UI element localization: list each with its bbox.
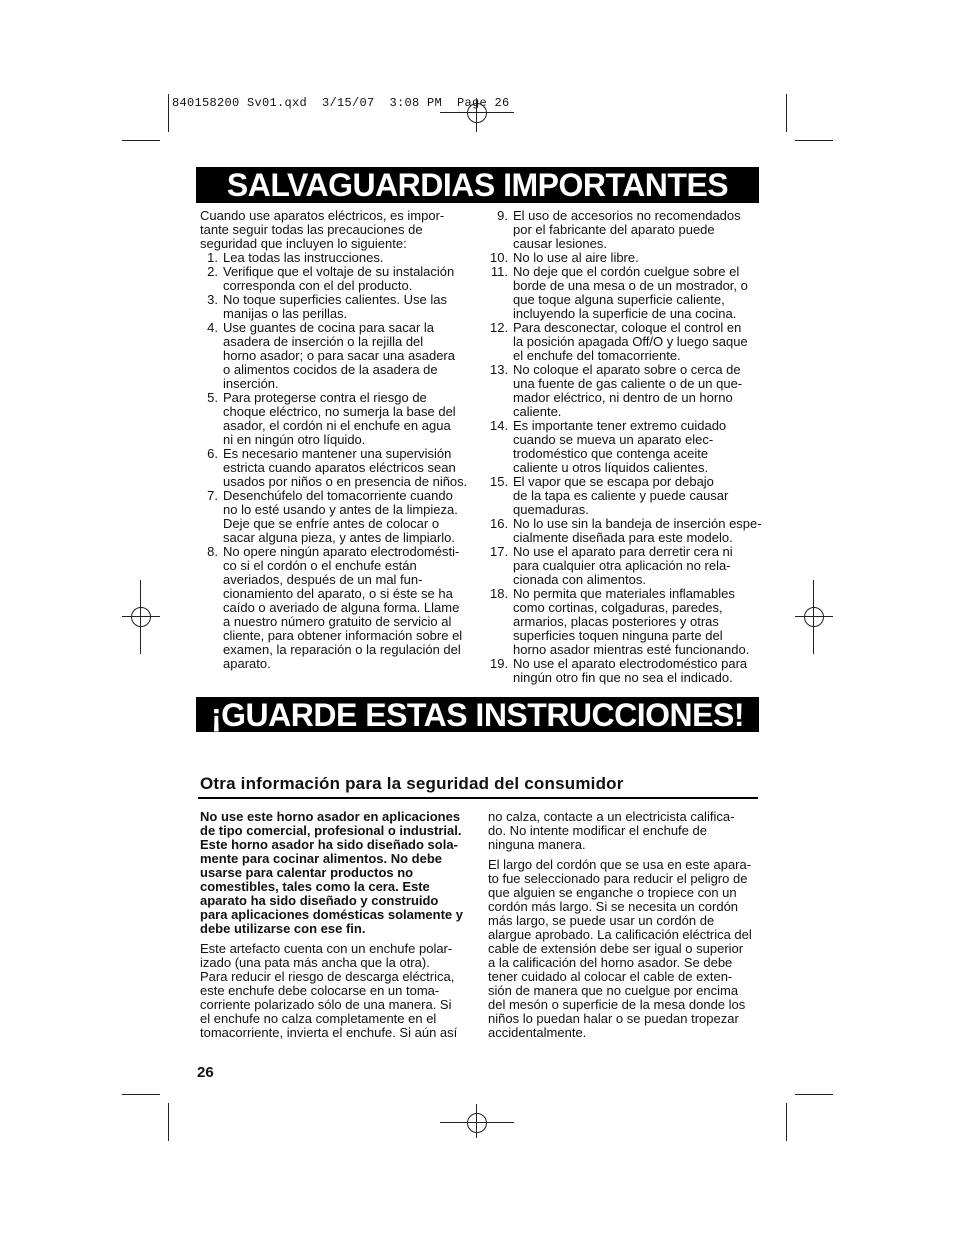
text-line: asadera de inserción o la rejilla del xyxy=(223,334,424,349)
list-item-number-text: 5. xyxy=(207,390,218,405)
crop-mark-bottom-left-h xyxy=(122,1094,160,1095)
list-item-number-text: 10. xyxy=(490,250,509,265)
section-title: Otra información para la seguridad del consumidor xyxy=(200,774,624,793)
list-item-text xyxy=(513,251,763,265)
text-line: No coloque el aparato sobre o cerca de xyxy=(513,362,741,377)
text-line: ni en ningún otro líquido. xyxy=(223,432,366,447)
text-line: que alguien se enganche o tropiece con un xyxy=(488,885,737,900)
text-line: Deje que se enfríe antes de colocar o xyxy=(223,516,440,531)
text-line: No use el aparato electrodoméstico para xyxy=(513,656,748,671)
text-line: usarse para calentar productos no xyxy=(200,865,414,880)
text-line: to fue seleccionado para reducir el peligro de xyxy=(488,871,748,886)
list-item-number-text: 19. xyxy=(490,656,509,671)
registration-mark-left-v xyxy=(140,580,141,654)
text-line: El largo del cordón que se usa en este apara- xyxy=(488,857,752,872)
text-line: Para reducir el riesgo de descarga eléctrica, xyxy=(200,969,455,984)
text-line: más largo, se puede usar un cordón de xyxy=(488,913,715,928)
text-line: cionada con alimentos. xyxy=(513,572,646,587)
list-item-number xyxy=(490,321,513,363)
text-line: No deje que el cordón cuelgue sobre el xyxy=(513,264,740,279)
list-item-number xyxy=(200,293,223,321)
list-item-number-text: 11. xyxy=(490,264,508,279)
text-line: co si el cordón o el enchufe están xyxy=(223,558,417,573)
text-line: no lo esté usando y antes de la limpieza. xyxy=(223,502,458,517)
text-line: o alimentos cocidos de la asadera de xyxy=(223,362,438,377)
text-line: mente para cocinar alimentos. No debe xyxy=(200,851,443,866)
list-item xyxy=(200,251,472,265)
text-line: caliente u otros líquidos calientes. xyxy=(513,460,709,475)
text-line: armarios, placas posteriores y otras xyxy=(513,614,719,629)
polarized-plug-paragraph-continued xyxy=(488,810,760,852)
list-item-number-text: 15. xyxy=(490,474,509,489)
text-line: caliente. xyxy=(513,404,562,419)
text-line: Es necesario mantener una supervisión xyxy=(223,446,452,461)
text-line: cionamiento del aparato, o si éste se ha xyxy=(223,586,453,601)
text-line: ninguna manera. xyxy=(488,837,586,852)
text-line: alargue aprobado. La calificación eléctrica del xyxy=(488,927,752,942)
list-item-number xyxy=(200,251,223,265)
text-line: de tipo comercial, profesional o industrial. xyxy=(200,823,462,838)
polarized-plug-paragraph xyxy=(200,942,472,1040)
list-item-text xyxy=(513,475,763,517)
list-item xyxy=(200,545,472,671)
text-line: seguridad que incluyen lo siguiente: xyxy=(200,236,407,251)
text-line: sión de manera que no cuelgue por encima xyxy=(488,983,739,998)
registration-mark-bottom-v xyxy=(476,1104,477,1138)
text-line: Este horno asador ha sido diseñado sola- xyxy=(200,837,458,852)
list-item xyxy=(200,447,472,489)
text-line: mador eléctrico, ni dentro de un horno xyxy=(513,390,733,405)
text-line: estricta cuando aparatos eléctricos sean xyxy=(223,460,456,475)
important-safeguards-banner: SALVAGUARDIAS IMPORTANTES xyxy=(196,167,759,203)
text-line: Lea todas las instrucciones. xyxy=(223,250,384,265)
text-line: del mesón o superficie de la mesa donde los xyxy=(488,997,746,1012)
list-item xyxy=(200,321,472,391)
text-line: Para desconectar, coloque el control en xyxy=(513,320,742,335)
list-item-text xyxy=(223,391,472,447)
text-line: El uso de accesorios no recomendados xyxy=(513,208,741,223)
text-line: do. No intente modificar el enchufe de xyxy=(488,823,707,838)
list-item-number xyxy=(200,489,223,545)
intro-text xyxy=(200,209,472,251)
list-item-text xyxy=(513,545,763,587)
list-item-text xyxy=(223,265,472,293)
text-line: quemaduras. xyxy=(513,502,589,517)
text-line: Use guantes de cocina para sacar la xyxy=(223,320,435,335)
list-item-number xyxy=(200,391,223,447)
registration-mark-bottom-h xyxy=(440,1122,514,1123)
text-line: ningún otro fin que no sea el indicado. xyxy=(513,670,733,685)
crop-mark-top-right-h xyxy=(795,140,833,141)
registration-mark-left-h xyxy=(122,616,160,617)
text-line: para aplicaciones domésticas solamente y xyxy=(200,907,464,922)
list-item xyxy=(490,363,763,419)
list-item-number xyxy=(490,209,513,251)
list-item xyxy=(200,391,472,447)
list-item-text xyxy=(513,363,763,419)
text-line: una fuente de gas caliente o de un que- xyxy=(513,376,743,391)
list-item-text xyxy=(223,293,472,321)
text-line: causar lesiones. xyxy=(513,236,607,251)
list-item-number xyxy=(490,419,513,475)
text-line: superficies toquen ninguna parte del xyxy=(513,628,723,643)
crop-mark-bottom-left-v xyxy=(168,1103,169,1141)
text-line: tener cuidado al colocar el cable de exten- xyxy=(488,969,733,984)
text-line: cordón más largo. Si se necesita un cordón xyxy=(488,899,739,914)
text-line: manijas o las perillas. xyxy=(223,306,348,321)
text-line: no calza, contacte a un electricista califica- xyxy=(488,809,735,824)
list-item-number-text: 6. xyxy=(207,446,218,461)
text-line: niños lo puedan halar o se puedan tropezar xyxy=(488,1011,739,1026)
list-item-number xyxy=(490,265,513,321)
registration-mark-right-icon xyxy=(804,607,824,627)
list-item-number xyxy=(200,321,223,391)
safeguards-list-right xyxy=(490,209,763,685)
text-line: aparato ha sido diseñado y construido xyxy=(200,893,439,908)
text-line: Cuando use aparatos eléctricos, es impor- xyxy=(200,208,445,223)
list-item-number xyxy=(490,363,513,419)
list-item-number-text: 7. xyxy=(207,488,218,503)
save-instructions-banner: ¡GUARDE ESTAS INSTRUCCIONES! xyxy=(196,697,759,732)
list-item-number xyxy=(490,545,513,587)
text-line: sacar alguna pieza, y antes de limpiarlo. xyxy=(223,530,455,545)
text-line: de la tapa es caliente y puede causar xyxy=(513,488,729,503)
registration-mark-right-h xyxy=(795,616,833,617)
list-item-text xyxy=(513,657,763,685)
list-item-number-text: 16. xyxy=(490,516,509,531)
list-item-number-text: 3. xyxy=(207,292,218,307)
list-item-number xyxy=(200,545,223,671)
text-line: Es importante tener extremo cuidado xyxy=(513,418,727,433)
text-line: Desenchúfelo del tomacorriente cuando xyxy=(223,488,453,503)
text-line: izado (una pata más ancha que la otra). xyxy=(200,955,430,970)
text-line: para cualquier otra aplicación no rela- xyxy=(513,558,731,573)
text-line: No toque superficies calientes. Use las xyxy=(223,292,448,307)
text-line: trodoméstico que contenga aceite xyxy=(513,446,709,461)
list-item-number xyxy=(490,517,513,545)
list-item-text xyxy=(513,419,763,475)
list-item-number-text: 8. xyxy=(207,544,218,559)
text-line: Para protegerse contra el riesgo de xyxy=(223,390,427,405)
commercial-use-warning xyxy=(200,810,472,936)
text-line: No use este horno asador en aplicaciones xyxy=(200,809,461,824)
consumer-info-column-right xyxy=(488,810,760,1046)
text-line: inserción. xyxy=(223,376,279,391)
registration-mark-right-v xyxy=(813,580,814,654)
list-item xyxy=(200,489,472,545)
list-item-text xyxy=(513,321,763,363)
text-line: horno asador; o para sacar una asadera xyxy=(223,348,455,363)
list-item-text xyxy=(513,265,763,321)
list-item xyxy=(490,587,763,657)
crop-mark-bottom-right-h xyxy=(795,1094,833,1095)
list-item-number xyxy=(490,657,513,685)
list-item xyxy=(490,419,763,475)
list-item-number xyxy=(490,251,513,265)
text-line: que toque alguna superficie caliente, xyxy=(513,292,725,307)
text-line: el enchufe no calza completamente en el xyxy=(200,1011,437,1026)
text-line: tomacorriente, invierta el enchufe. Si aún así xyxy=(200,1025,458,1040)
list-item xyxy=(490,545,763,587)
list-item xyxy=(490,657,763,685)
registration-mark-top-h xyxy=(440,112,514,113)
section-rule xyxy=(198,797,758,799)
crop-mark-top-right-v xyxy=(786,94,787,132)
page-number: 26 xyxy=(197,1064,214,1081)
list-item-text xyxy=(513,587,763,657)
list-item xyxy=(490,209,763,251)
text-line: averiados, después de un mal fun- xyxy=(223,572,423,587)
text-line: No lo use sin la bandeja de inserción espe- xyxy=(513,516,762,531)
list-item-number-text: 17. xyxy=(490,544,509,559)
print-slug: 840158200 Sv01.qxd 3/15/07 3:08 PM Page 26 xyxy=(172,96,510,110)
list-item xyxy=(490,251,763,265)
text-line: choque eléctrico, no sumerja la base del xyxy=(223,404,456,419)
text-line: cable de extensión debe ser igual o superior xyxy=(488,941,744,956)
text-line: comestibles, tales como la cera. Este xyxy=(200,879,430,894)
list-item-number-text: 9. xyxy=(497,208,508,223)
cord-length-paragraph xyxy=(488,858,760,1040)
text-line: este enchufe debe colocarse en un toma- xyxy=(200,983,440,998)
text-line: El vapor que se escapa por debajo xyxy=(513,474,714,489)
text-line: a la calificación del horno asador. Se debe xyxy=(488,955,733,970)
list-item xyxy=(200,293,472,321)
text-line: Este artefacto cuenta con un enchufe polar- xyxy=(200,941,453,956)
consumer-info-column-left xyxy=(200,810,472,1046)
list-item-number xyxy=(200,447,223,489)
text-line: caído o averiado de alguna forma. Llame xyxy=(223,600,460,615)
list-item xyxy=(490,265,763,321)
list-item xyxy=(490,475,763,517)
crop-mark-top-left-v xyxy=(168,94,169,132)
list-item xyxy=(200,265,472,293)
list-item-number-text: 1. xyxy=(207,250,218,265)
list-item-number-text: 2. xyxy=(207,264,218,279)
safeguards-column-right xyxy=(490,209,763,685)
list-item-text xyxy=(223,545,472,671)
list-item xyxy=(490,321,763,363)
list-item xyxy=(490,517,763,545)
text-line: corresponda con el del producto. xyxy=(223,278,413,293)
text-line: aparato. xyxy=(223,656,271,671)
text-line: borde de una mesa o de un mostrador, o xyxy=(513,278,748,293)
crop-mark-top-left-h xyxy=(122,140,160,141)
list-item-text xyxy=(223,447,472,489)
text-line: por el fabricante del aparato puede xyxy=(513,222,715,237)
text-line: No lo use al aire libre. xyxy=(513,250,639,265)
text-line: cialmente diseñada para este modelo. xyxy=(513,530,733,545)
registration-mark-left-icon xyxy=(131,607,151,627)
list-item-number xyxy=(490,475,513,517)
text-line: incluyendo la superficie de una cocina. xyxy=(513,306,737,321)
text-line: el enchufe del tomacorriente. xyxy=(513,348,681,363)
text-line: debe utilizarse con ese fin. xyxy=(200,921,366,936)
text-line: No use el aparato para derretir cera ni xyxy=(513,544,733,559)
text-line: como cortinas, colgaduras, paredes, xyxy=(513,600,723,615)
text-line: No permita que materiales inflamables xyxy=(513,586,735,601)
list-item-text xyxy=(223,251,472,265)
text-line: la posición apagada Off/O y luego saque xyxy=(513,334,748,349)
text-line: accidentalmente. xyxy=(488,1025,587,1040)
safeguards-list-left xyxy=(200,251,472,671)
list-item-text xyxy=(513,517,763,545)
text-line: cuando se mueva un aparato elec- xyxy=(513,432,714,447)
list-item-text xyxy=(513,209,763,251)
crop-mark-bottom-right-v xyxy=(786,1103,787,1141)
list-item-number-text: 13. xyxy=(490,362,509,377)
list-item-number-text: 12. xyxy=(490,320,509,335)
list-item-number xyxy=(200,265,223,293)
text-line: No opere ningún aparato electrodomésti- xyxy=(223,544,460,559)
list-item-text xyxy=(223,321,472,391)
list-item-text xyxy=(223,489,472,545)
registration-mark-bottom-icon xyxy=(467,1113,487,1133)
text-line: asador, el cordón ni el enchufe en agua xyxy=(223,418,451,433)
list-item-number-text: 18. xyxy=(490,586,509,601)
text-line: Verifique que el voltaje de su instalación xyxy=(223,264,455,279)
list-item-number-text: 4. xyxy=(207,320,218,335)
safeguards-column-left xyxy=(200,209,472,671)
list-item-number xyxy=(490,587,513,657)
text-line: cliente, para obtener información sobre el xyxy=(223,628,463,643)
text-line: a nuestro número gratuito de servicio al xyxy=(223,614,452,629)
list-item-number-text: 14. xyxy=(490,418,509,433)
text-line: examen, la reparación o la regulación del xyxy=(223,642,461,657)
text-line: corriente polarizado sólo de una manera. Si xyxy=(200,997,452,1012)
text-line: horno asador mientras esté funcionando. xyxy=(513,642,750,657)
text-line: tante seguir todas las precauciones de xyxy=(200,222,423,237)
text-line: usados por niños o en presencia de niños. xyxy=(223,474,468,489)
